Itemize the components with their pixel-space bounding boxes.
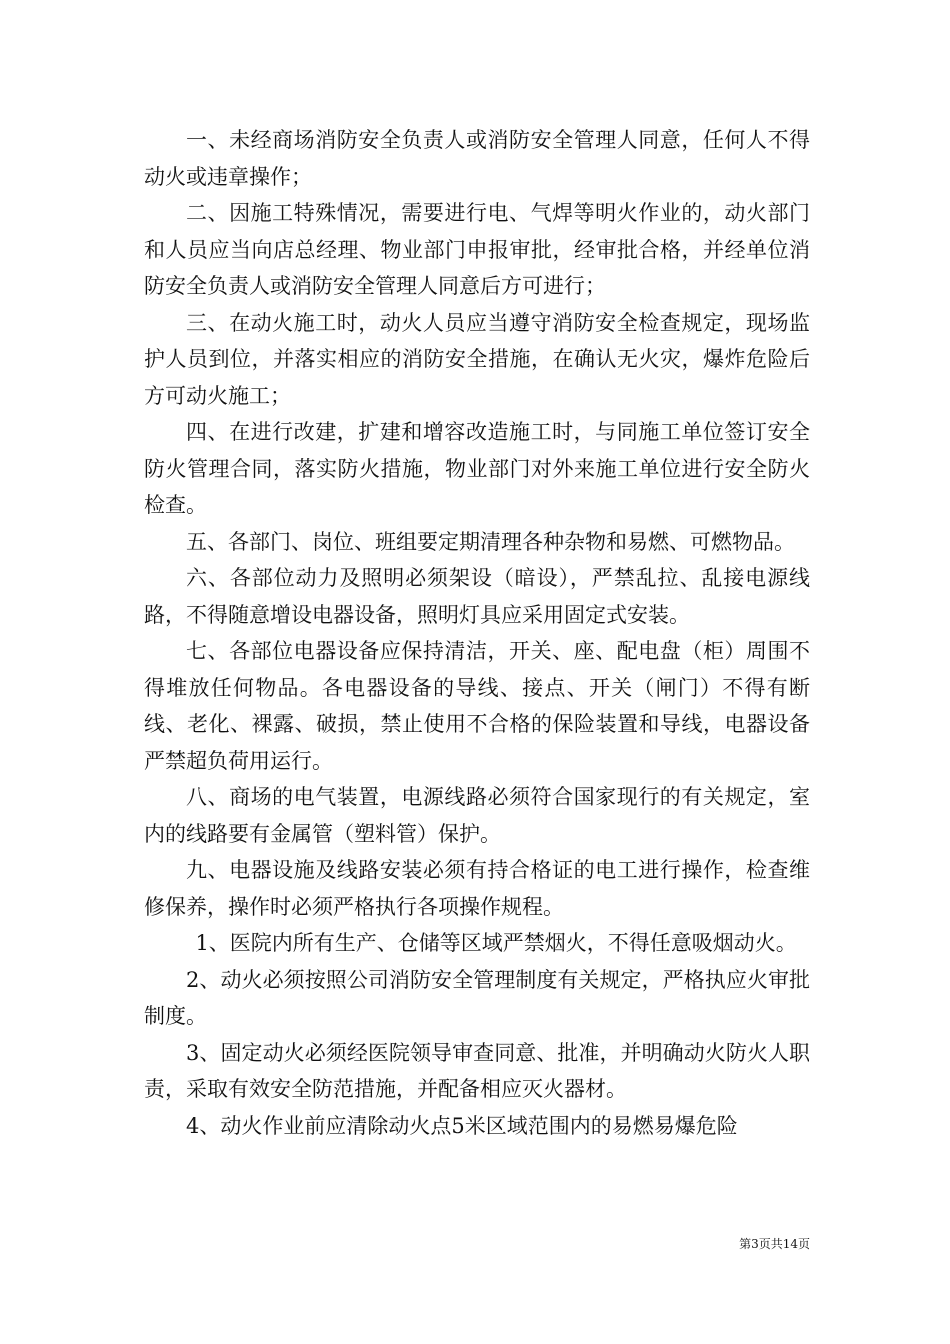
document-body [144,122,810,1144]
paragraph-10: 1、医院内所有生产、仓储等区域严禁烟火，不得任意吸烟动火。 [195,931,797,955]
paragraph-9: 九、电器设施及线路安装必须有持合格证的电工进行操作，检查维修保养，操作时必须严格执行各项操作规程。 [144,858,810,919]
paragraph-12: 3、固定动火必须经医院领导审查同意、批准，并明确动火防火人职责，采取有效安全防范措施，并配备相应灭火器材。 [144,1040,810,1101]
paragraph-8: 八、商场的电气装置，电源线路必须符合国家现行的有关规定，室内的线路要有金属管（塑料管）保护。 [144,785,810,846]
paragraph-5: 五、各部门、岗位、班组要定期清理各种杂物和易燃、可燃物品。 [186,529,795,554]
paragraph-2: 二、因施工特殊情况，需要进行电、气焊等明火作业的，动火部门和人员应当向店总经理、物业部门申报审批，经审批合格，并经单位消防安全负责人或消防安全管理人同意后方可进行； [144,201,810,298]
paragraph-1: 一、未经商场消防安全负责人或消防安全管理人同意，任何人不得动火或违章操作； [144,128,810,189]
paragraph-3: 三、在动火施工时，动火人员应当遵守消防安全检查规定，现场监护人员到位，并落实相应的消防安全措施，在确认无火灾，爆炸危险后方可动火施工； [144,310,810,408]
paragraph-7: 七、各部位电器设备应保持清洁，开关、座、配电盘（柜）周围不得堆放任何物品。各电器设备的导线、接点、开关（闸门）不得有断线、老化、裸露、破损，禁止使用不合格的保险装置和导线，电器设备严禁超负荷用运行。 [144,639,810,773]
paragraph-13: 4、动火作业前应清除动火点5米区域范围内的易燃易爆危险 [186,1113,738,1138]
page-number: 第3页共14页 [739,1237,810,1251]
paragraph-4: 四、在进行改建，扩建和增容改造施工时，与同施工单位签订安全防火管理合同，落实防火措施，物业部门对外来施工单位进行安全防火检查。 [144,420,810,517]
paragraph-11: 2、动火必须按照公司消防安全管理制度有关规定，严格执应火审批制度。 [144,967,810,1028]
paragraph-6: 六、各部位动力及照明必须架设（暗设），严禁乱拉、乱接电源线路，不得随意增设电器设备，照明灯具应采用固定式安装。 [144,566,810,627]
